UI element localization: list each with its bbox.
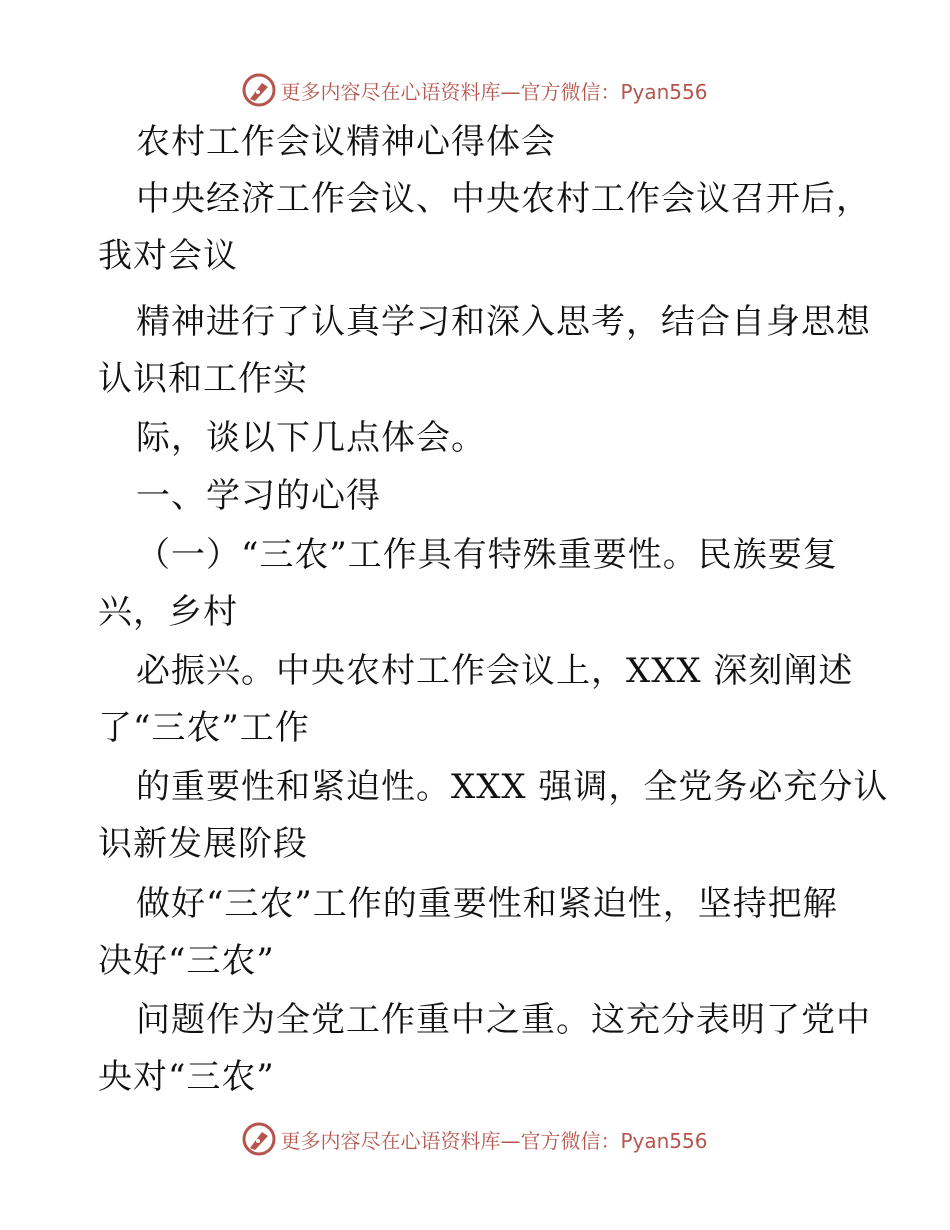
- header-watermark-banner: [0, 70, 950, 110]
- banner-text: 更多内容尽在心语资料库—官方微信：Pyan556: [280, 1128, 708, 1153]
- paragraph-line: 决好“三农”: [98, 941, 275, 981]
- pen-nib-logo-icon: [242, 1122, 276, 1156]
- paragraph-line: 的重要性和紧迫性。XXX 强调，全党务必充分认: [136, 767, 889, 807]
- paragraph-line: 必振兴。中央农村工作会议上，XXX 深刻阐述: [136, 651, 854, 691]
- banner-text: 更多内容尽在心语资料库—官方微信：Pyan556: [280, 79, 708, 104]
- section-heading: 一、学习的心得: [136, 476, 381, 516]
- paragraph-line: 认识和工作实: [98, 359, 308, 399]
- paragraph-line: 际，谈以下几点体会。: [136, 418, 486, 458]
- paragraph-line: 我对会议: [98, 236, 238, 276]
- footer-watermark-banner: [0, 1119, 950, 1159]
- paragraph-line: 中央经济工作会议、中央农村工作会议召开后，: [136, 179, 871, 219]
- paragraph-line: 央对“三农”: [98, 1057, 275, 1097]
- paragraph-line: 问题作为全党工作重中之重。这充分表明了党中: [136, 1000, 871, 1040]
- paragraph-line: 做好“三农”工作的重要性和紧迫性，坚持把解: [136, 884, 838, 924]
- paragraph-line: 兴，乡村: [98, 592, 238, 632]
- pen-nib-logo-icon: [242, 73, 276, 107]
- paragraph-line: （一）“三农”工作具有特殊重要性。民族要复: [136, 535, 838, 575]
- paragraph-line: 识新发展阶段: [98, 824, 308, 864]
- document-title: 农村工作会议精神心得体会: [136, 122, 556, 162]
- paragraph-line: 精神进行了认真学习和深入思考，结合自身思想: [136, 302, 871, 342]
- paragraph-line: 了“三农”工作: [98, 708, 310, 748]
